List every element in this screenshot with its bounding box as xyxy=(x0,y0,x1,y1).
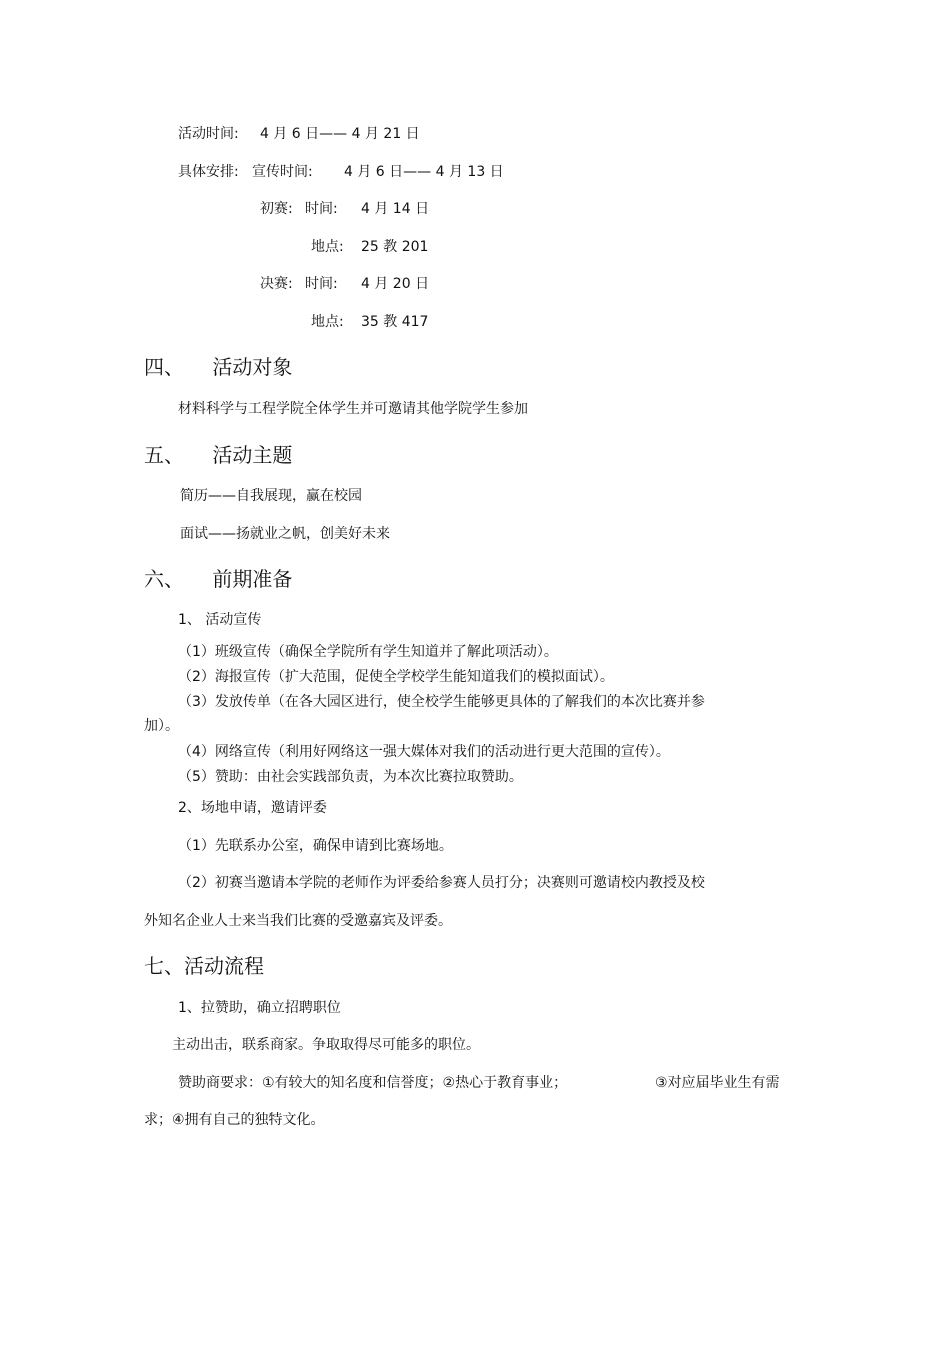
section-6-number: 六、 xyxy=(144,567,184,591)
activity-time-value: 4 月 6 日—— 4 月 21 日 xyxy=(260,126,420,142)
section-6-sub-venue: 2、场地申请，邀请评委 xyxy=(178,800,327,816)
prelim-place-value: 25 教 201 xyxy=(361,239,429,255)
publicity-item-3-line-1: （3）发放传单（在各大园区进行，使全校学生能够更具体的了解我们的本次比赛并参 xyxy=(178,694,705,710)
section-6-title: 前期准备 xyxy=(212,567,293,591)
section-6-heading xyxy=(144,566,292,592)
final-time-value: 4 月 20 日 xyxy=(361,276,430,292)
final-label: 决赛: xyxy=(260,276,293,292)
section-7-para-1: 主动出击，联系商家。争取取得尽可能多的职位。 xyxy=(172,1037,480,1053)
theme-interview: 面试——扬就业之帆，创美好未来 xyxy=(180,526,390,542)
section-4-body: 材料科学与工程学院全体学生并可邀请其他学院学生参加 xyxy=(178,401,528,417)
venue-item-2-line-2: 外知名企业人士来当我们比赛的受邀嘉宾及评委。 xyxy=(144,913,452,929)
prelim-label: 初赛: xyxy=(260,201,293,217)
publicity-item-5: （5）赞助：由社会实践部负责，为本次比赛拉取赞助。 xyxy=(178,769,523,785)
publicity-item-3-line-2: 加）。 xyxy=(144,718,179,734)
section-4-title: 活动对象 xyxy=(212,355,293,379)
publicity-item-4: （4）网络宣传（利用好网络这一强大媒体对我们的活动进行更大范围的宣传）。 xyxy=(178,744,670,760)
theme-resume: 简历——自我展现，赢在校园 xyxy=(180,488,362,504)
section-5-number: 五、 xyxy=(144,443,184,467)
sponsor-requirements-line-1a: 赞助商要求：①有较大的知名度和信誉度；②热心于教育事业； xyxy=(178,1075,568,1091)
final-time-label: 时间: xyxy=(305,276,338,292)
final-place-value: 35 教 417 xyxy=(361,314,429,330)
activity-time-label: 活动时间: xyxy=(178,126,239,142)
final-place-label: 地点: xyxy=(311,314,344,330)
sponsor-requirements-line-1b: ③对应届毕业生有需 xyxy=(655,1075,780,1091)
prelim-time-value: 4 月 14 日 xyxy=(361,201,430,217)
publicity-item-1: （1）班级宣传（确保全学院所有学生知道并了解此项活动）。 xyxy=(178,644,558,660)
section-6-sub-publicity: 1、 活动宣传 xyxy=(178,612,262,628)
section-7-heading: 七、活动流程 xyxy=(144,954,264,978)
publicity-item-2: （2）海报宣传（扩大范围，促使全学校学生能知道我们的模拟面试）。 xyxy=(178,669,614,685)
venue-item-1: （1）先联系办公室，确保申请到比赛场地。 xyxy=(178,838,453,854)
sponsor-requirements-line-2: 求；④拥有自己的独特文化。 xyxy=(144,1112,325,1128)
venue-item-2-line-1: （2）初赛当邀请本学院的老师作为评委给参赛人员打分；决赛则可邀请校内教授及校 xyxy=(178,875,705,891)
section-4-heading xyxy=(144,354,292,380)
section-7-sub-sponsorship: 1、拉赞助，确立招聘职位 xyxy=(178,1000,341,1016)
prelim-time-label: 时间: xyxy=(305,201,338,217)
section-5-title: 活动主题 xyxy=(212,443,293,467)
prelim-place-label: 地点: xyxy=(311,239,344,255)
publicity-value: 4 月 6 日—— 4 月 13 日 xyxy=(344,164,504,180)
arrangement-label: 具体安排: xyxy=(178,164,239,180)
section-4-number: 四、 xyxy=(144,355,184,379)
section-5-heading xyxy=(144,442,292,468)
publicity-label: 宣传时间: xyxy=(252,164,313,180)
